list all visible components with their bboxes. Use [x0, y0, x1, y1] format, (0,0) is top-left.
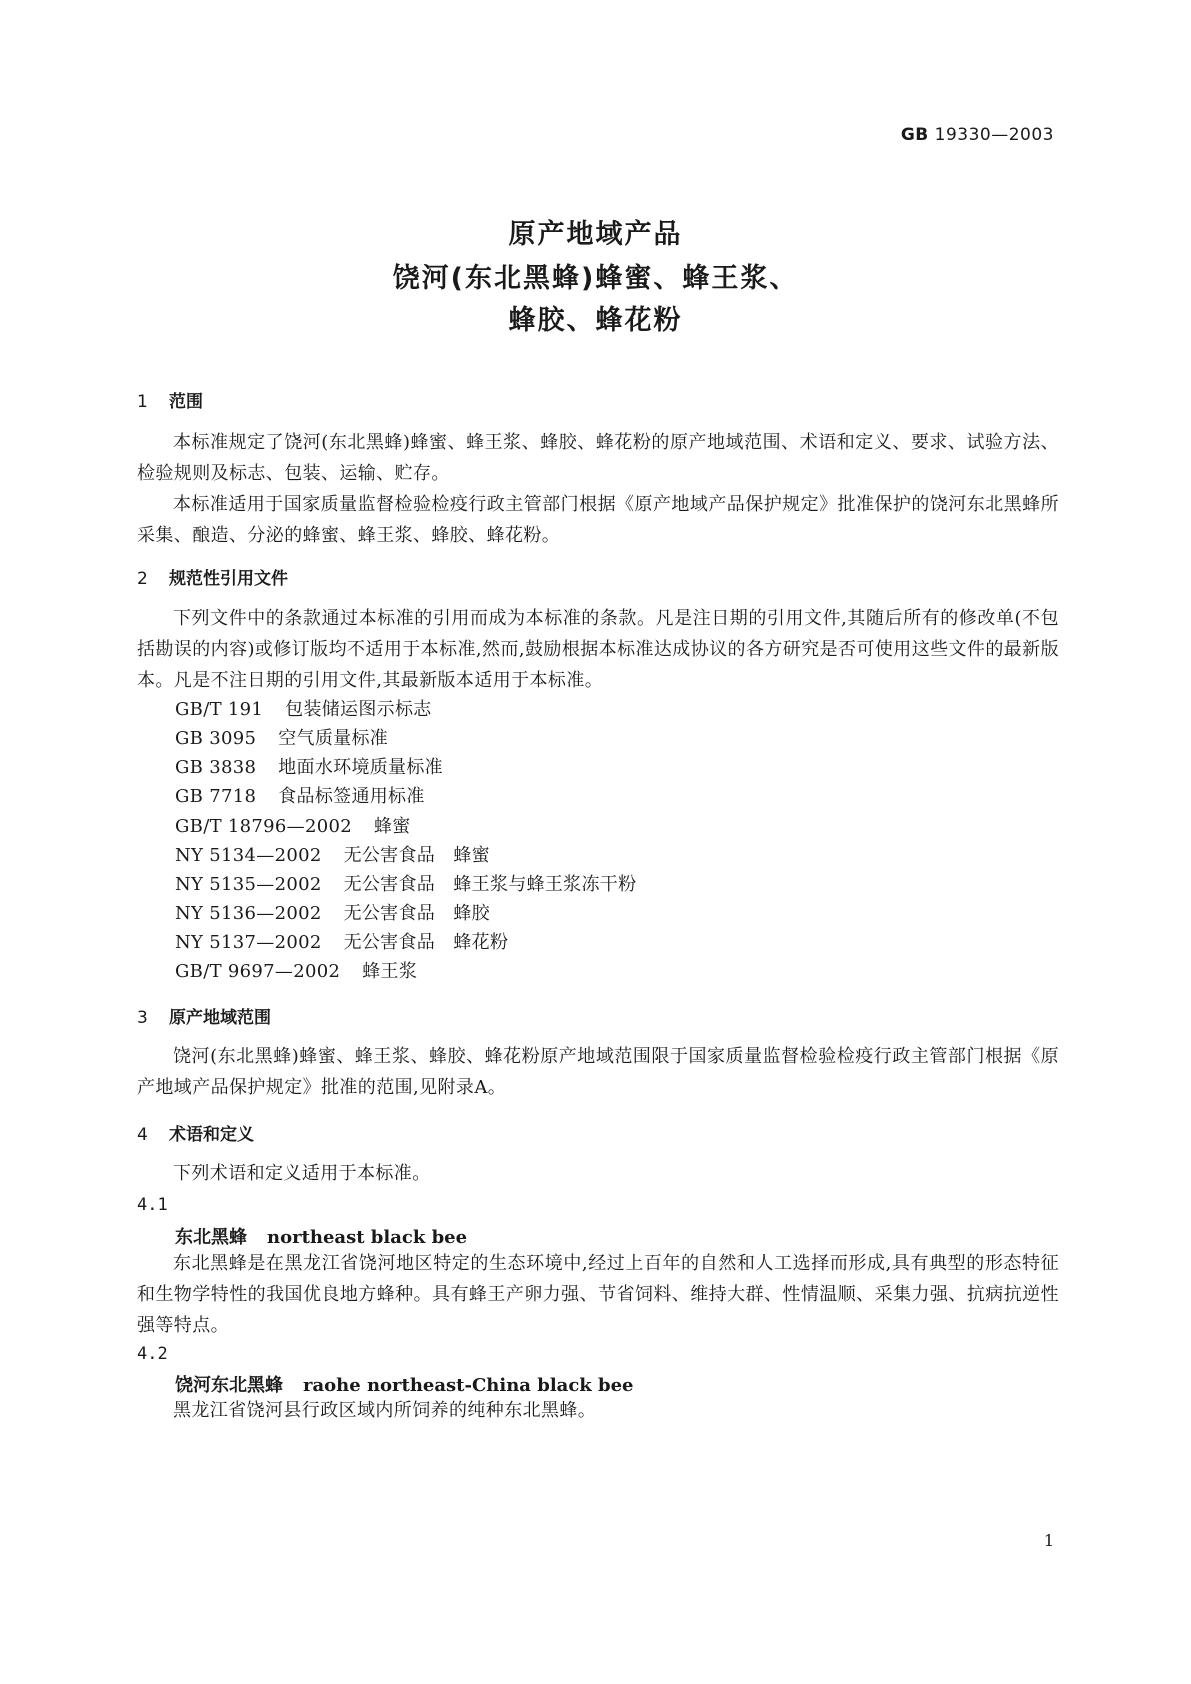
- reference-item: [175, 782, 425, 808]
- reference-item: [175, 695, 432, 721]
- reference-title: 蜂王浆: [362, 961, 418, 982]
- section-number: 3: [137, 1008, 148, 1028]
- reference-item: [175, 928, 508, 954]
- reference-code: NY 5137—2002: [175, 932, 322, 953]
- section-heading-2: [137, 564, 288, 589]
- section-title: 规范性引用文件: [169, 569, 288, 589]
- term-zh: 饶河东北黑蜂: [175, 1375, 283, 1396]
- section-number: 4: [137, 1125, 148, 1145]
- paragraph: 本标准规定了饶河(东北黑蜂)蜂蜜、蜂王浆、蜂胶、蜂花粉的原产地域范围、术语和定义、要求、试验方法、检验规则及标志、包装、运输、贮存。: [137, 432, 1059, 484]
- term-heading: [175, 1371, 634, 1397]
- section-title: 范围: [169, 392, 203, 412]
- reference-item: [175, 870, 636, 896]
- paragraph: 饶河(东北黑蜂)蜂蜜、蜂王浆、蜂胶、蜂花粉原产地域范围限于国家质量监督检验检疫行政主管部门根据《原产地域产品保护规定》批准的范围,见附录A。: [137, 1046, 1059, 1098]
- reference-code: GB 3838: [175, 757, 257, 778]
- section-title: 术语和定义: [169, 1125, 254, 1145]
- section-heading-1: [137, 387, 203, 412]
- reference-title: 食品标签通用标准: [278, 786, 425, 807]
- section-number: 2: [137, 569, 148, 589]
- paragraph: 下列文件中的条款通过本标准的引用而成为本标准的条款。凡是注日期的引用文件,其随后所有的修改单(不包括勘误的内容)或修订版均不适用于本标准,然而,鼓励根据本标准达成协议的各方研究是否可使用这些文件的最新版本。凡是不注日期的引用文件,其最新版本适用于本标准。: [137, 608, 1059, 691]
- section-title: 原产地域范围: [169, 1008, 271, 1028]
- reference-title: 无公害食品 蜂王浆与蜂王浆冻干粉: [343, 874, 637, 895]
- term-definition: 东北黑蜂是在黑龙江省饶河地区特定的生态环境中,经过上百年的自然和人工选择而形成,具有典型的形态特征和生物学特性的我国优良地方蜂种。具有蜂王产卵力强、节省饲料、维持大群、性情温顺、采集力强、抗病抗逆性强等特点。: [137, 1253, 1059, 1336]
- term-definition: 黑龙江省饶河县行政区域内所饲养的纯种东北黑蜂。: [173, 1400, 597, 1421]
- term-number: 4.2: [137, 1344, 168, 1364]
- title-line-3: 蜂胶、蜂花粉: [508, 305, 683, 336]
- reference-title: 空气质量标准: [278, 728, 389, 749]
- reference-code: NY 5135—2002: [175, 874, 322, 895]
- standard-number: [901, 125, 1054, 145]
- reference-code: GB/T 18796—2002: [175, 816, 352, 837]
- reference-item: [175, 724, 388, 750]
- standard-code: 19330—2003: [934, 125, 1054, 145]
- section-heading-3: [137, 1003, 271, 1028]
- reference-item: [175, 753, 443, 779]
- term-number: 4.1: [137, 1195, 168, 1215]
- page-number: 1: [1043, 1531, 1054, 1550]
- reference-title: 蜂蜜: [373, 816, 411, 837]
- paragraph: 下列术语和定义适用于本标准。: [173, 1163, 431, 1184]
- reference-item: [175, 957, 417, 983]
- reference-code: GB 7718: [175, 786, 257, 807]
- section-number: 1: [137, 392, 148, 412]
- standard-prefix: GB: [900, 125, 929, 145]
- reference-code: GB 3095: [175, 728, 257, 749]
- section-heading-4: [137, 1120, 254, 1145]
- title-line-2: 饶河(东北黑蜂)蜂蜜、蜂王浆、: [392, 263, 799, 294]
- reference-code: GB/T 9697—2002: [175, 961, 341, 982]
- reference-title: 无公害食品 蜂蜜: [343, 845, 490, 866]
- reference-code: GB/T 191: [175, 699, 264, 720]
- reference-item: [175, 899, 490, 925]
- paragraph: 本标准适用于国家质量监督检验检疫行政主管部门根据《原产地域产品保护规定》批准保护的饶河东北黑蜂所采集、酿造、分泌的蜂蜜、蜂王浆、蜂胶、蜂花粉。: [137, 494, 1059, 546]
- title-line-1: 原产地域产品: [508, 219, 683, 250]
- term-en: northeast black bee: [267, 1227, 468, 1248]
- reference-title: 地面水环境质量标准: [278, 757, 443, 778]
- term-zh: 东北黑蜂: [175, 1227, 247, 1248]
- reference-title: 包装储运图示标志: [285, 699, 432, 720]
- reference-item: [175, 841, 490, 867]
- reference-code: NY 5134—2002: [175, 845, 322, 866]
- reference-code: NY 5136—2002: [175, 903, 322, 924]
- reference-item: [175, 812, 411, 838]
- term-heading: [175, 1223, 467, 1249]
- reference-title: 无公害食品 蜂花粉: [343, 932, 509, 953]
- term-en: raohe northeast-China black bee: [303, 1375, 634, 1396]
- reference-title: 无公害食品 蜂胶: [343, 903, 490, 924]
